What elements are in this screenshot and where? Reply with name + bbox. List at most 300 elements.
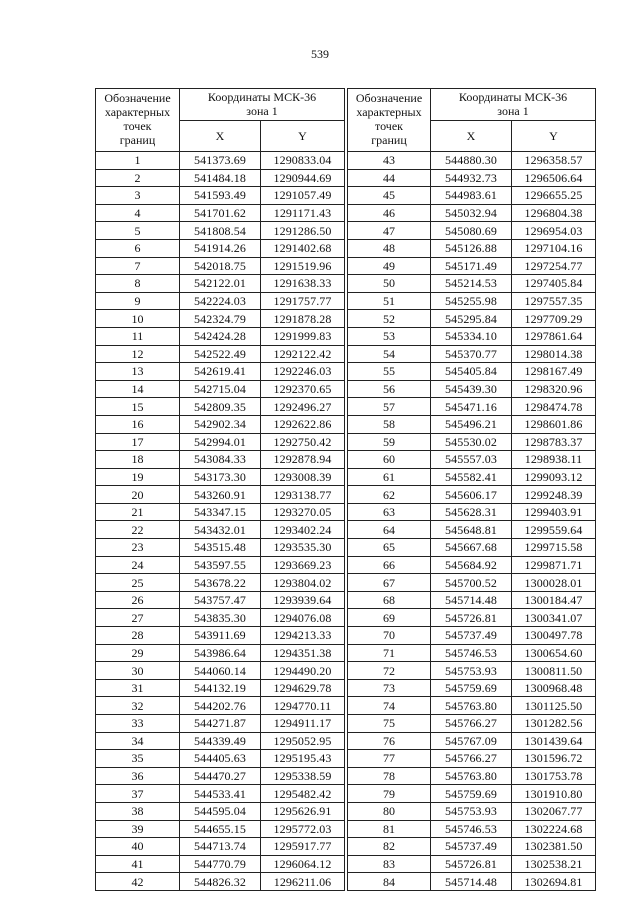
point-number-cell: 38	[96, 802, 180, 820]
header-designation	[348, 89, 431, 152]
point-number-cell: 16	[96, 415, 180, 433]
x-coordinate-cell: 542522.49	[180, 345, 261, 363]
table-row	[96, 627, 345, 645]
y-coordinate-cell: 1299248.39	[512, 486, 596, 504]
x-coordinate-cell: 545080.69	[431, 222, 512, 240]
y-coordinate-cell: 1294213.33	[261, 627, 345, 645]
y-coordinate-cell: 1300654.60	[512, 644, 596, 662]
header-x: X	[431, 121, 512, 152]
y-coordinate-cell: 1300028.01	[512, 574, 596, 592]
point-number-cell: 25	[96, 574, 180, 592]
y-coordinate-cell: 1301596.72	[512, 750, 596, 768]
point-number-cell: 17	[96, 433, 180, 451]
table-row	[348, 732, 596, 750]
point-number-cell: 59	[348, 433, 431, 451]
x-coordinate-cell: 544655.15	[180, 820, 261, 838]
header-y: Y	[261, 121, 345, 152]
header-designation	[96, 89, 180, 152]
x-coordinate-cell: 544132.19	[180, 679, 261, 697]
table-row	[96, 204, 345, 222]
point-number-cell: 82	[348, 838, 431, 856]
y-coordinate-cell: 1295195.43	[261, 750, 345, 768]
y-coordinate-cell: 1292878.94	[261, 451, 345, 469]
point-number-cell: 7	[96, 257, 180, 275]
header-y: Y	[512, 121, 596, 152]
y-coordinate-cell: 1294351.38	[261, 644, 345, 662]
point-number-cell: 32	[96, 697, 180, 715]
x-coordinate-cell: 545714.48	[431, 873, 512, 891]
x-coordinate-cell: 544339.49	[180, 732, 261, 750]
table-row	[96, 591, 345, 609]
x-coordinate-cell: 542994.01	[180, 433, 261, 451]
table-row	[96, 732, 345, 750]
y-coordinate-cell: 1295338.59	[261, 767, 345, 785]
y-coordinate-cell: 1292496.27	[261, 398, 345, 416]
header-designation-line: Обозначение	[355, 91, 423, 105]
x-coordinate-cell: 545763.80	[431, 767, 512, 785]
y-coordinate-cell: 1298320.96	[512, 380, 596, 398]
x-coordinate-cell: 544713.74	[180, 838, 261, 856]
y-coordinate-cell: 1300811.50	[512, 662, 596, 680]
table-row	[96, 239, 345, 257]
y-coordinate-cell: 1292622.86	[261, 415, 345, 433]
y-coordinate-cell: 1295482.42	[261, 785, 345, 803]
table-row	[348, 644, 596, 662]
table-row	[348, 609, 596, 627]
point-number-cell: 19	[96, 468, 180, 486]
x-coordinate-cell: 545032.94	[431, 204, 512, 222]
header-designation-line: Обозначение	[104, 91, 171, 105]
table-row	[348, 257, 596, 275]
point-number-cell: 62	[348, 486, 431, 504]
point-number-cell: 74	[348, 697, 431, 715]
table-row	[96, 644, 345, 662]
table-row	[96, 433, 345, 451]
x-coordinate-cell: 541484.18	[180, 169, 261, 187]
x-coordinate-cell: 545737.49	[431, 627, 512, 645]
table-row	[96, 363, 345, 381]
table-row	[96, 802, 345, 820]
table-body-left	[96, 152, 345, 891]
table-row	[348, 785, 596, 803]
point-number-cell: 8	[96, 275, 180, 293]
point-number-cell: 58	[348, 415, 431, 433]
x-coordinate-cell: 544983.61	[431, 187, 512, 205]
table-row	[96, 556, 345, 574]
point-number-cell: 72	[348, 662, 431, 680]
table-row	[348, 820, 596, 838]
point-number-cell: 53	[348, 327, 431, 345]
point-number-cell: 44	[348, 169, 431, 187]
point-number-cell: 20	[96, 486, 180, 504]
table-row	[348, 363, 596, 381]
header-coordinates-line: Координаты МСК-36	[458, 90, 568, 104]
point-number-cell: 43	[348, 152, 431, 170]
x-coordinate-cell: 543678.22	[180, 574, 261, 592]
point-number-cell: 27	[96, 609, 180, 627]
y-coordinate-cell: 1298601.86	[512, 415, 596, 433]
point-number-cell: 21	[96, 503, 180, 521]
y-coordinate-cell: 1301753.78	[512, 767, 596, 785]
table-row	[348, 838, 596, 856]
y-coordinate-cell: 1297861.64	[512, 327, 596, 345]
y-coordinate-cell: 1297405.84	[512, 275, 596, 293]
x-coordinate-cell: 543173.30	[180, 468, 261, 486]
y-coordinate-cell: 1299715.58	[512, 539, 596, 557]
y-coordinate-cell: 1291519.96	[261, 257, 345, 275]
x-coordinate-cell: 545759.69	[431, 679, 512, 697]
table-row	[348, 433, 596, 451]
x-coordinate-cell: 545370.77	[431, 345, 512, 363]
x-coordinate-cell: 541701.62	[180, 204, 261, 222]
y-coordinate-cell: 1291286.50	[261, 222, 345, 240]
x-coordinate-cell: 544470.27	[180, 767, 261, 785]
x-coordinate-cell: 544595.04	[180, 802, 261, 820]
point-number-cell: 22	[96, 521, 180, 539]
point-number-cell: 30	[96, 662, 180, 680]
x-coordinate-cell: 542809.35	[180, 398, 261, 416]
point-number-cell: 80	[348, 802, 431, 820]
y-coordinate-cell: 1292122.42	[261, 345, 345, 363]
y-coordinate-cell: 1291878.28	[261, 310, 345, 328]
x-coordinate-cell: 545746.53	[431, 820, 512, 838]
y-coordinate-cell: 1297557.35	[512, 292, 596, 310]
x-coordinate-cell: 545557.03	[431, 451, 512, 469]
x-coordinate-cell: 543515.48	[180, 539, 261, 557]
y-coordinate-cell: 1297254.77	[512, 257, 596, 275]
point-number-cell: 61	[348, 468, 431, 486]
x-coordinate-cell: 545628.31	[431, 503, 512, 521]
y-coordinate-cell: 1299871.71	[512, 556, 596, 574]
x-coordinate-cell: 543757.47	[180, 591, 261, 609]
header-designation-line: характерных	[356, 105, 422, 119]
y-coordinate-cell: 1291999.83	[261, 327, 345, 345]
x-coordinate-cell: 542018.75	[180, 257, 261, 275]
point-number-cell: 2	[96, 169, 180, 187]
table-row	[348, 451, 596, 469]
x-coordinate-cell: 545766.27	[431, 715, 512, 733]
table-row	[96, 820, 345, 838]
point-number-cell: 55	[348, 363, 431, 381]
y-coordinate-cell: 1296954.03	[512, 222, 596, 240]
y-coordinate-cell: 1302538.21	[512, 855, 596, 873]
y-coordinate-cell: 1294076.08	[261, 609, 345, 627]
x-coordinate-cell: 544060.14	[180, 662, 261, 680]
point-number-cell: 13	[96, 363, 180, 381]
table-row	[96, 697, 345, 715]
table-row	[96, 415, 345, 433]
point-number-cell: 24	[96, 556, 180, 574]
y-coordinate-cell: 1293270.05	[261, 503, 345, 521]
header-coordinates-line: Координаты МСК-36	[207, 90, 317, 104]
coordinates-table-right	[347, 88, 596, 891]
table-row	[348, 292, 596, 310]
x-coordinate-cell: 544405.63	[180, 750, 261, 768]
point-number-cell: 81	[348, 820, 431, 838]
x-coordinate-cell: 545496.21	[431, 415, 512, 433]
y-coordinate-cell: 1295052.95	[261, 732, 345, 750]
x-coordinate-cell: 542224.03	[180, 292, 261, 310]
y-coordinate-cell: 1292246.03	[261, 363, 345, 381]
table-body-right	[348, 152, 596, 891]
x-coordinate-cell: 545295.84	[431, 310, 512, 328]
point-number-cell: 36	[96, 767, 180, 785]
point-number-cell: 42	[96, 873, 180, 891]
point-number-cell: 57	[348, 398, 431, 416]
table-row	[348, 697, 596, 715]
point-number-cell: 47	[348, 222, 431, 240]
y-coordinate-cell: 1295917.77	[261, 838, 345, 856]
table-row	[348, 574, 596, 592]
point-number-cell: 35	[96, 750, 180, 768]
table-row	[96, 855, 345, 873]
y-coordinate-cell: 1300968.48	[512, 679, 596, 697]
table-row	[96, 468, 345, 486]
table-row	[96, 257, 345, 275]
x-coordinate-cell: 545648.81	[431, 521, 512, 539]
header-x: X	[180, 121, 261, 152]
header-coordinates-line: зона 1	[246, 104, 278, 118]
x-coordinate-cell: 541373.69	[180, 152, 261, 170]
x-coordinate-cell: 543597.55	[180, 556, 261, 574]
y-coordinate-cell: 1300184.47	[512, 591, 596, 609]
x-coordinate-cell: 542619.41	[180, 363, 261, 381]
header-coordinates	[431, 89, 596, 121]
y-coordinate-cell: 1296211.06	[261, 873, 345, 891]
header-designation-line: характерных	[104, 105, 171, 119]
header-designation-line: границ	[119, 133, 156, 147]
table-row	[96, 609, 345, 627]
table-row	[348, 415, 596, 433]
x-coordinate-cell: 542424.28	[180, 327, 261, 345]
y-coordinate-cell: 1290833.04	[261, 152, 345, 170]
table-row	[96, 503, 345, 521]
point-number-cell: 56	[348, 380, 431, 398]
table-row	[348, 873, 596, 891]
table-row	[348, 275, 596, 293]
point-number-cell: 73	[348, 679, 431, 697]
y-coordinate-cell: 1301282.56	[512, 715, 596, 733]
point-number-cell: 75	[348, 715, 431, 733]
y-coordinate-cell: 1299559.64	[512, 521, 596, 539]
point-number-cell: 76	[348, 732, 431, 750]
coordinates-table-left	[95, 88, 345, 891]
x-coordinate-cell: 545763.80	[431, 697, 512, 715]
table-row	[348, 204, 596, 222]
y-coordinate-cell: 1297104.16	[512, 239, 596, 257]
header-coordinates	[180, 89, 345, 121]
y-coordinate-cell: 1300497.78	[512, 627, 596, 645]
y-coordinate-cell: 1302224.68	[512, 820, 596, 838]
point-number-cell: 33	[96, 715, 180, 733]
table-row	[348, 591, 596, 609]
y-coordinate-cell: 1298014.38	[512, 345, 596, 363]
point-number-cell: 48	[348, 239, 431, 257]
y-coordinate-cell: 1294911.17	[261, 715, 345, 733]
x-coordinate-cell: 545405.84	[431, 363, 512, 381]
y-coordinate-cell: 1295626.91	[261, 802, 345, 820]
y-coordinate-cell: 1293008.39	[261, 468, 345, 486]
point-number-cell: 15	[96, 398, 180, 416]
table-row	[96, 169, 345, 187]
page-number: 539	[311, 47, 329, 61]
table-row	[96, 187, 345, 205]
point-number-cell: 65	[348, 539, 431, 557]
x-coordinate-cell: 543432.01	[180, 521, 261, 539]
table-row	[96, 715, 345, 733]
table-row	[96, 750, 345, 768]
table-row	[348, 187, 596, 205]
y-coordinate-cell: 1290944.69	[261, 169, 345, 187]
point-number-cell: 18	[96, 451, 180, 469]
y-coordinate-cell: 1296064.12	[261, 855, 345, 873]
point-number-cell: 37	[96, 785, 180, 803]
table-row	[96, 785, 345, 803]
table-row	[348, 679, 596, 697]
x-coordinate-cell: 544770.79	[180, 855, 261, 873]
point-number-cell: 9	[96, 292, 180, 310]
y-coordinate-cell: 1296804.38	[512, 204, 596, 222]
point-number-cell: 64	[348, 521, 431, 539]
x-coordinate-cell: 545606.17	[431, 486, 512, 504]
point-number-cell: 28	[96, 627, 180, 645]
y-coordinate-cell: 1293669.23	[261, 556, 345, 574]
point-number-cell: 78	[348, 767, 431, 785]
point-number-cell: 6	[96, 239, 180, 257]
point-number-cell: 51	[348, 292, 431, 310]
table-row	[96, 152, 345, 170]
table-row	[96, 521, 345, 539]
x-coordinate-cell: 544533.41	[180, 785, 261, 803]
table-row	[96, 222, 345, 240]
table-row	[96, 574, 345, 592]
y-coordinate-cell: 1302694.81	[512, 873, 596, 891]
table-row	[348, 662, 596, 680]
table-row	[96, 327, 345, 345]
point-number-cell: 77	[348, 750, 431, 768]
point-number-cell: 69	[348, 609, 431, 627]
table-row	[96, 767, 345, 785]
y-coordinate-cell: 1302381.50	[512, 838, 596, 856]
table-row	[96, 873, 345, 891]
header-designation-line: точек	[123, 119, 152, 133]
point-number-cell: 1	[96, 152, 180, 170]
table-row	[96, 451, 345, 469]
y-coordinate-cell: 1301910.80	[512, 785, 596, 803]
x-coordinate-cell: 544880.30	[431, 152, 512, 170]
y-coordinate-cell: 1294490.20	[261, 662, 345, 680]
table-row	[348, 310, 596, 328]
y-coordinate-cell: 1298474.78	[512, 398, 596, 416]
point-number-cell: 63	[348, 503, 431, 521]
y-coordinate-cell: 1301439.64	[512, 732, 596, 750]
point-number-cell: 26	[96, 591, 180, 609]
x-coordinate-cell: 542122.01	[180, 275, 261, 293]
point-number-cell: 45	[348, 187, 431, 205]
point-number-cell: 67	[348, 574, 431, 592]
point-number-cell: 4	[96, 204, 180, 222]
table-row	[348, 398, 596, 416]
y-coordinate-cell: 1299093.12	[512, 468, 596, 486]
table-row	[348, 152, 596, 170]
x-coordinate-cell: 545255.98	[431, 292, 512, 310]
point-number-cell: 68	[348, 591, 431, 609]
x-coordinate-cell: 545700.52	[431, 574, 512, 592]
y-coordinate-cell: 1298938.11	[512, 451, 596, 469]
x-coordinate-cell: 544202.76	[180, 697, 261, 715]
x-coordinate-cell: 545439.30	[431, 380, 512, 398]
point-number-cell: 29	[96, 644, 180, 662]
table-row	[96, 345, 345, 363]
point-number-cell: 71	[348, 644, 431, 662]
y-coordinate-cell: 1294629.78	[261, 679, 345, 697]
table-row	[96, 292, 345, 310]
y-coordinate-cell: 1295772.03	[261, 820, 345, 838]
y-coordinate-cell: 1298783.37	[512, 433, 596, 451]
table-row	[96, 310, 345, 328]
x-coordinate-cell: 545726.81	[431, 855, 512, 873]
table-row	[96, 679, 345, 697]
point-number-cell: 11	[96, 327, 180, 345]
point-number-cell: 49	[348, 257, 431, 275]
y-coordinate-cell: 1293402.24	[261, 521, 345, 539]
x-coordinate-cell: 543986.64	[180, 644, 261, 662]
table-row	[348, 715, 596, 733]
table-row	[348, 802, 596, 820]
table-row	[348, 380, 596, 398]
x-coordinate-cell: 545667.68	[431, 539, 512, 557]
point-number-cell: 52	[348, 310, 431, 328]
x-coordinate-cell: 545767.09	[431, 732, 512, 750]
x-coordinate-cell: 542324.79	[180, 310, 261, 328]
x-coordinate-cell: 544826.32	[180, 873, 261, 891]
header-designation-line: границ	[371, 133, 407, 147]
x-coordinate-cell: 545714.48	[431, 591, 512, 609]
x-coordinate-cell: 545766.27	[431, 750, 512, 768]
x-coordinate-cell: 545746.53	[431, 644, 512, 662]
y-coordinate-cell: 1300341.07	[512, 609, 596, 627]
x-coordinate-cell: 545471.16	[431, 398, 512, 416]
point-number-cell: 70	[348, 627, 431, 645]
table-row	[348, 486, 596, 504]
y-coordinate-cell: 1298167.49	[512, 363, 596, 381]
x-coordinate-cell: 544271.87	[180, 715, 261, 733]
x-coordinate-cell: 542902.34	[180, 415, 261, 433]
point-number-cell: 14	[96, 380, 180, 398]
x-coordinate-cell: 545737.49	[431, 838, 512, 856]
table-row	[348, 169, 596, 187]
x-coordinate-cell: 545753.93	[431, 662, 512, 680]
point-number-cell: 12	[96, 345, 180, 363]
x-coordinate-cell: 545171.49	[431, 257, 512, 275]
x-coordinate-cell: 541914.26	[180, 239, 261, 257]
x-coordinate-cell: 541808.54	[180, 222, 261, 240]
table-row	[348, 327, 596, 345]
point-number-cell: 40	[96, 838, 180, 856]
table-row	[348, 503, 596, 521]
table-row	[348, 627, 596, 645]
y-coordinate-cell: 1293535.30	[261, 539, 345, 557]
x-coordinate-cell: 543347.15	[180, 503, 261, 521]
y-coordinate-cell: 1301125.50	[512, 697, 596, 715]
point-number-cell: 84	[348, 873, 431, 891]
table-row	[348, 750, 596, 768]
table-row	[96, 662, 345, 680]
point-number-cell: 34	[96, 732, 180, 750]
table-row	[348, 222, 596, 240]
y-coordinate-cell: 1291638.33	[261, 275, 345, 293]
x-coordinate-cell: 545753.93	[431, 802, 512, 820]
